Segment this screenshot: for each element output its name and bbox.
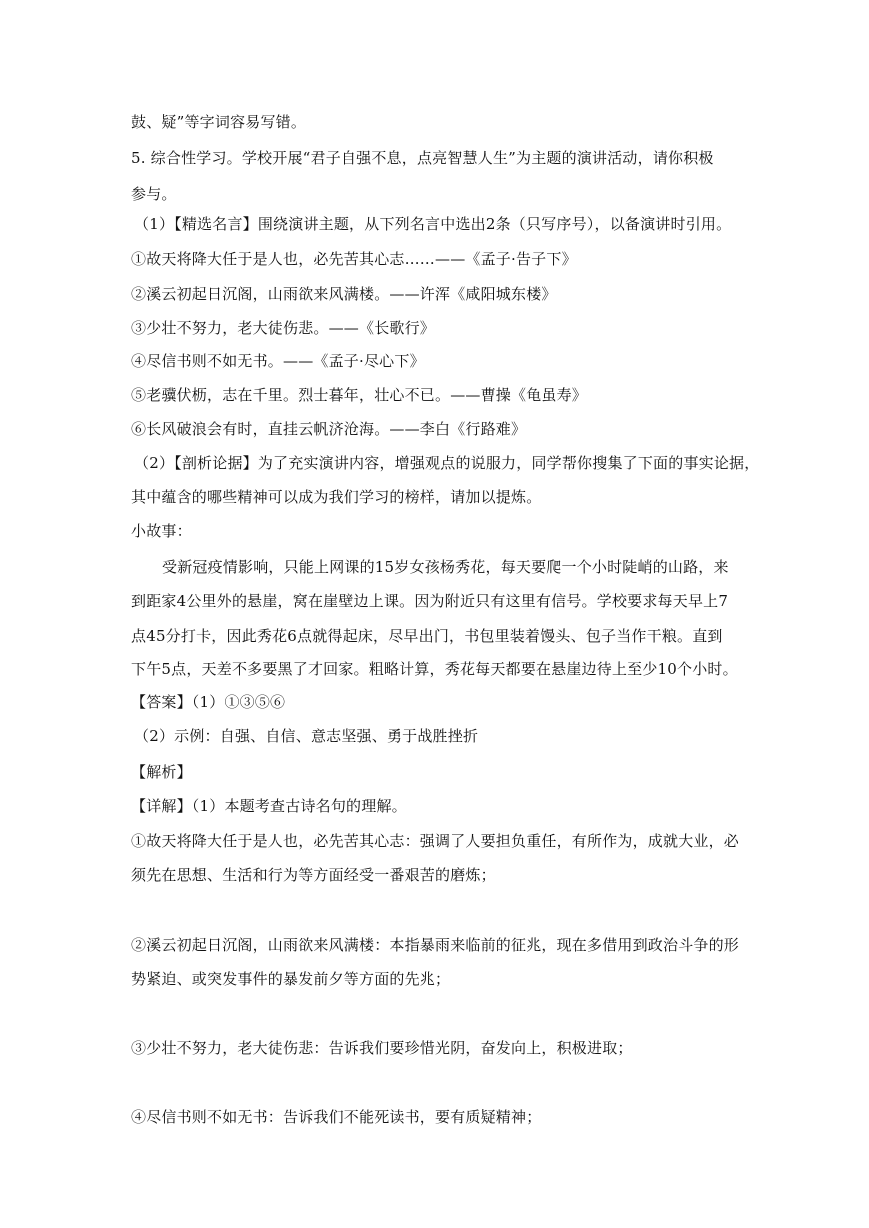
- story-line-1: 受新冠疫情影响，只能上网课的15岁女孩杨秀花，每天要爬一个小时陡峭的山路，来: [162, 558, 729, 576]
- detail-4: ④尽信书则不如无书：告诉我们不能死读书，要有质疑精神；: [131, 1108, 542, 1126]
- question-5-line-2: 参与。: [131, 185, 177, 203]
- quote-5: ⑤老骥伏枥，志在千里。烈士暮年，壮心不已。——曹操《龟虽寿》: [131, 386, 588, 404]
- answer-line-1: 【答案】（1）①③⑤⑥: [131, 693, 286, 711]
- sub-question-2-line-2: 其中蕴含的哪些精神可以成为我们学习的榜样，请加以提炼。: [131, 488, 542, 506]
- quote-6: ⑥长风破浪会有时，直挂云帆济沧海。——李白《行路难》: [131, 420, 527, 438]
- question-5-line-1: 5. 综合性学习。学校开展“君子自强不息，点亮智慧人生”为主题的演讲活动，请你积极: [131, 149, 714, 167]
- sub-question-2-line-1: （2）【剖析论据】为了充实演讲内容，增强观点的说服力，同学帮你搜集了下面的事实论据，: [134, 454, 760, 472]
- story-line-4: 下午5点，天差不多要黑了才回家。粗略计算，秀花每天都要在悬崖边待上至少10个小时。: [131, 660, 738, 678]
- detail-2-line-2: 势紧迫、或突发事件的暴发前夕等方面的先兆；: [131, 970, 451, 988]
- quote-3: ③少壮不努力，老大徒伤悲。——《长歌行》: [131, 319, 436, 337]
- answer-line-2: （2）示例：自强、自信、意志坚强、勇于战胜挫折: [134, 727, 479, 745]
- detail-1-line-2: 须先在思想、生活和行为等方面经受一番艰苦的磨炼；: [131, 866, 496, 884]
- sub-question-1: （1）【精选名言】围绕演讲主题，从下列名言中选出2条（只写序号），以备演讲时引用。: [134, 215, 732, 233]
- analysis-heading: 【解析】: [131, 763, 192, 781]
- quote-2: ②溪云初起日沉阁，山雨欲来风满楼。——许浑《咸阳城东楼》: [131, 285, 557, 303]
- detail-intro: 【详解】（1）本题考查古诗名句的理解。: [131, 797, 407, 815]
- detail-1-line-1: ①故天将降大任于是人也，必先苦其心志：强调了人要担负重任，有所作为，成就大业，必: [131, 832, 740, 850]
- story-line-3: 点45分打卡，因此秀花6点就得起床，尽早出门，书包里装着馒头、包子当作干粮。直到: [131, 627, 723, 645]
- detail-3: ③少壮不努力，老大徒伤悲：告诉我们要珍惜光阴，奋发向上，积极进取；: [131, 1039, 633, 1057]
- quote-1: ①故天将降大任于是人也，必先苦其心志……——《孟子·告子下》: [131, 250, 577, 268]
- story-line-2: 到距家4公里外的悬崖，窝在崖壁边上课。因为附近只有这里有信号。学校要求每天早上7: [131, 592, 729, 610]
- text-line: 鼓、疑”等字词容易写错。: [131, 113, 307, 131]
- detail-2-line-1: ②溪云初起日沉阁，山雨欲来风满楼：本指暴雨来临前的征兆，现在多借用到政治斗争的形: [131, 936, 740, 954]
- quote-4: ④尽信书则不如无书。——《孟子·尽心下》: [131, 352, 425, 370]
- story-heading: 小故事：: [131, 522, 192, 540]
